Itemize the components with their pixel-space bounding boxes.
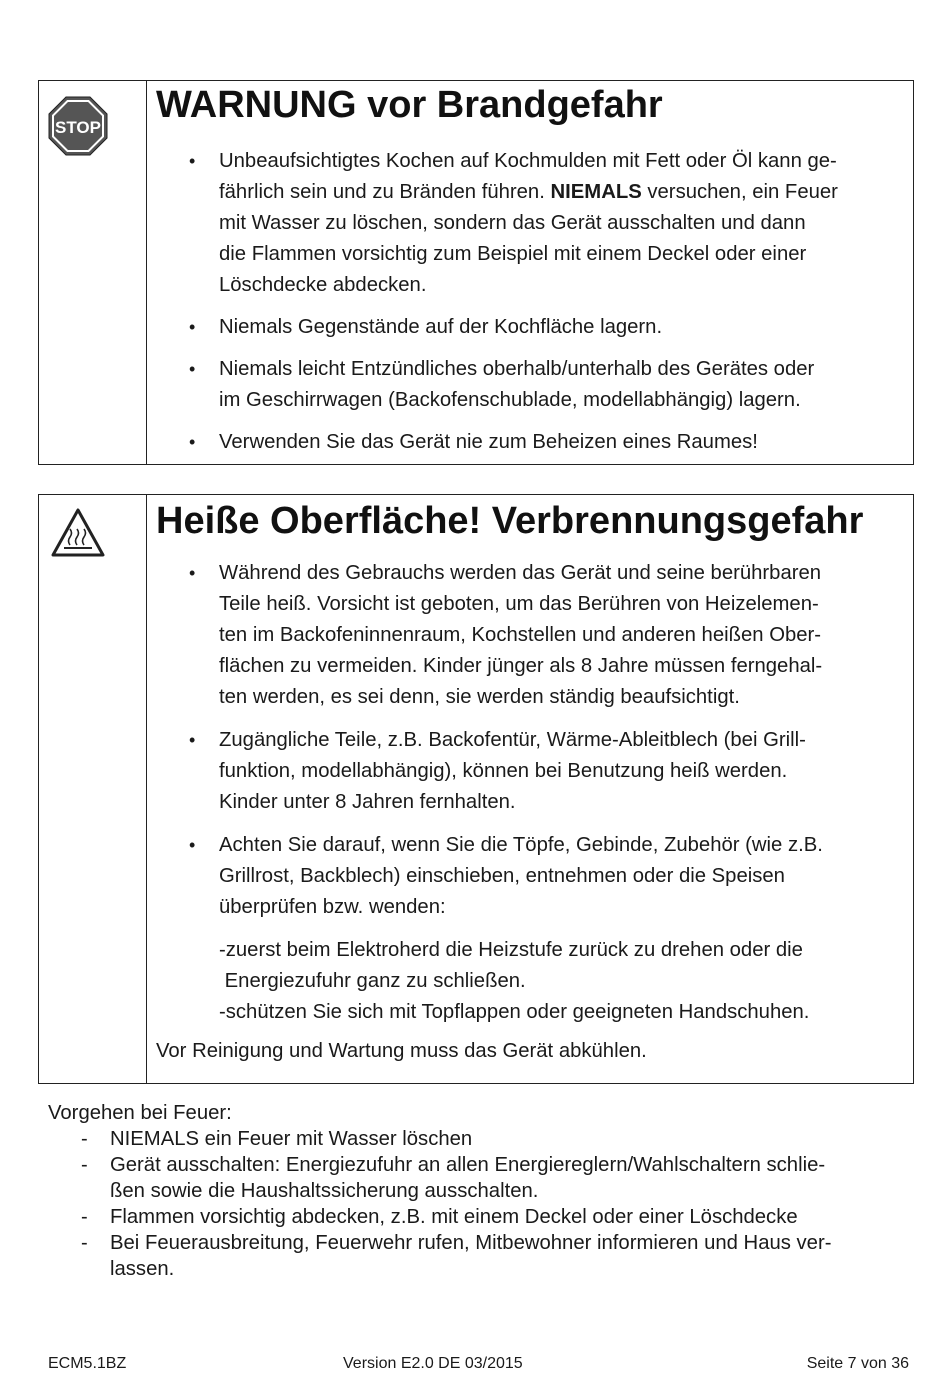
list-item: • Während des Gebrauchs werden das Gerät und seine berührbaren Teile heiß. Vorsicht ist geboten, um das Berühren von Heizelemen- ten im Backofeninnenraum, Kochstellen und anderen heißen Ober- flächen zu vermeiden. Kinder jünger als 8 Jahre müssen ferngehal- ten werden, es sei denn, sie werden ständig beaufsichtigt. [156,558,903,713]
fire-procedure-list [48,1126,918,1282]
svg-text:STOP: STOP [55,118,101,137]
footer-page-number: Seite 7 von 36 [806,1355,909,1372]
list-item: • Verwenden Sie das Gerät nie zum Beheizen eines Raumes! [156,427,903,458]
hot-surface-list [156,558,903,923]
emphasis-niemals: NIEMALS [550,181,642,203]
hot-surface-warning-icon [50,507,106,559]
list-item: • Zugängliche Teile, z.B. Backofentür, Wärme-Ableitblech (bei Grill- funktion, modellabhängig), können bei Benutzung heiß werden. Kinder unter 8 Jahren fernhalten. [156,725,903,818]
fire-procedure [48,1100,918,1282]
warning-list [156,146,903,458]
footer-model: ECM5.1BZ [48,1355,127,1372]
warning-icon-cell [39,81,147,464]
hot-surface-title: Heiße Oberfläche! Verbrennungsgefahr [156,500,864,542]
sub-instructions: -zuerst beim Elektroherd die Heizstufe zurück zu drehen oder die Energiezufuhr ganz zu schließen. -schützen Sie sich mit Topflappen oder geeigneten Handschuhen. [219,939,810,1023]
warning-title: WARNUNG vor Brandgefahr [156,84,663,126]
list-item: • Unbeaufsichtigtes Kochen auf Kochmulden mit Fett oder Öl kann ge- fährlich sein und zu Bränden führen. NIEMALS versuchen, ein Feuer mit Wasser zu löschen, sondern das Gerät ausschalten und dann die Flammen vorsichtig zum Beispiel mit einem Deckel oder einer Löschdecke abdecken. [156,146,903,301]
footer-version: Version E2.0 DE 03/2015 [343,1355,523,1372]
list-item: - Gerät ausschalten: Energiezufuhr an allen Energiereglern/Wahlschaltern schlie- ßen sowie die Haushaltssicherung ausschalten. [48,1152,918,1204]
list-item: - Flammen vorsichtig abdecken, z.B. mit einem Deckel oder einer Löschdecke [48,1204,918,1230]
fire-warning-box [38,80,914,465]
list-item: - NIEMALS ein Feuer mit Wasser löschen [48,1126,918,1152]
cooling-note: Vor Reinigung und Wartung muss das Gerät abkühlen. [156,1040,647,1062]
list-item: • Achten Sie darauf, wenn Sie die Töpfe, Gebinde, Zubehör (wie z.B. Grillrost, Backblech) einschieben, entnehmen oder die Speisen überprüfen bzw. wenden: [156,830,903,923]
list-item: - Bei Feuerausbreitung, Feuerwehr rufen, Mitbewohner informieren und Haus ver- lassen. [48,1230,918,1282]
hot-icon-cell [39,495,147,1083]
hot-surface-box [38,494,914,1084]
list-item: • Niemals Gegenstände auf der Kochfläche lagern. [156,312,903,343]
list-item: • Niemals leicht Entzündliches oberhalb/unterhalb des Gerätes oder im Geschirrwagen (Backofenschublade, modellabhängig) lagern. [156,354,903,416]
fire-procedure-title: Vorgehen bei Feuer: [48,1102,232,1124]
stop-sign-icon [48,96,108,156]
